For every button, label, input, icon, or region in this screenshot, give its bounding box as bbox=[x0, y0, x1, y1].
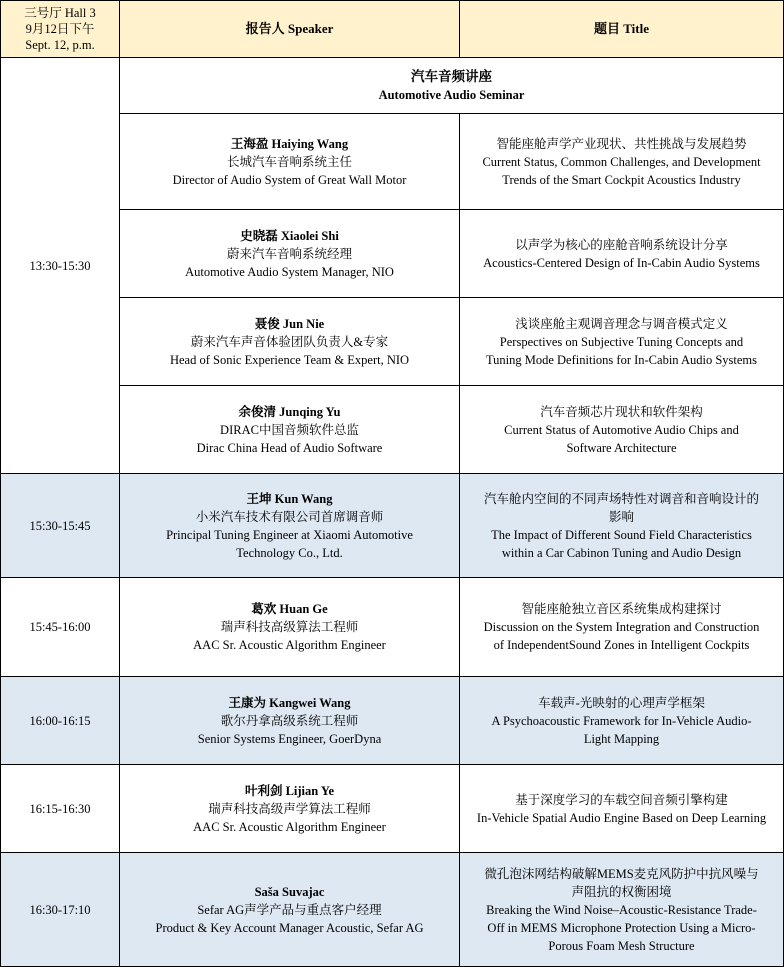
speaker-role-en: Senior Systems Engineer, GoerDyna bbox=[197, 731, 382, 746]
hall-name: 三号厅 Hall 3 bbox=[24, 6, 96, 20]
speaker-role-cn: 蔚来汽车音响系统经理 bbox=[226, 246, 352, 261]
speaker-role-en: Principal Tuning Engineer at Xiaomi Automotive bbox=[166, 527, 413, 542]
time-cell: 16:15-16:30 bbox=[1, 765, 120, 853]
hall-date-cell bbox=[1, 1, 120, 58]
speaker-role-cn: 歌尔丹拿高级系统工程师 bbox=[220, 713, 359, 728]
talk-title-en: The Impact of Different Sound Field Characteristics bbox=[491, 527, 752, 542]
speaker-name: 葛欢 Huan Ge bbox=[251, 602, 328, 616]
talk-title-en: Perspectives on Subjective Tuning Concepts and bbox=[499, 334, 744, 349]
speaker-role-cn: 小米汽车技术有限公司首席调音师 bbox=[195, 509, 384, 524]
talk-title-en: Acoustics-Centered Design of In-Cabin Audio Systems bbox=[483, 255, 760, 270]
seminar-title-en: Automotive Audio Seminar bbox=[378, 87, 525, 102]
speaker-role-cn: 长城汽车音响系统主任 bbox=[226, 154, 352, 169]
talk-title-cn: 影响 bbox=[608, 509, 634, 524]
talk-title-cn: 车载声-光映射的心理声学框架 bbox=[538, 695, 705, 710]
talk-title-en: Trends of the Smart Cockpit Acoustics Industry bbox=[502, 172, 741, 187]
table-row bbox=[1, 474, 784, 578]
title-cell bbox=[460, 853, 784, 967]
speaker-role-cn: 瑞声科技高级算法工程师 bbox=[220, 620, 359, 634]
speaker-name: 聂俊 Jun Nie bbox=[254, 316, 325, 331]
speaker-role-cn: 瑞声科技高级声学算法工程师 bbox=[208, 801, 371, 816]
time-cell: 15:45-16:00 bbox=[1, 578, 120, 677]
talk-title-en: Light Mapping bbox=[583, 731, 660, 746]
seminar-title-cn: 汽车音频讲座 bbox=[411, 68, 492, 84]
speaker-cell bbox=[120, 853, 460, 967]
table-row bbox=[1, 765, 784, 853]
speaker-cell bbox=[120, 765, 460, 853]
seminar-title-row bbox=[1, 58, 784, 114]
speaker-role-en: Technology Co., Ltd. bbox=[236, 545, 343, 560]
talk-title-cn: 智能座舱独立音区系统集成构建探讨 bbox=[521, 602, 722, 616]
speaker-name: 王坤 Kun Wang bbox=[246, 491, 333, 506]
speaker-name: 王康为 Kangwei Wang bbox=[228, 695, 351, 710]
speaker-role-en: AAC Sr. Acoustic Algorithm Engineer bbox=[193, 638, 386, 652]
speaker-cell bbox=[120, 298, 460, 386]
talk-title-en: Porous Foam Mesh Structure bbox=[548, 938, 695, 953]
table-row bbox=[1, 677, 784, 765]
title-cell bbox=[460, 474, 784, 578]
title-cell bbox=[460, 677, 784, 765]
talk-title-en: Current Status of Automotive Audio Chips and bbox=[504, 422, 739, 437]
time-cell: 16:30-17:10 bbox=[1, 853, 120, 967]
talk-title-en: Software Architecture bbox=[566, 440, 677, 455]
time-cell: 13:30-15:30 bbox=[1, 58, 120, 474]
talk-title-cn: 汽车音频芯片现状和软件架构 bbox=[540, 404, 703, 419]
title-cell bbox=[460, 765, 784, 853]
speaker-name: Saša Suvajac bbox=[254, 884, 325, 899]
time-cell: 16:00-16:15 bbox=[1, 677, 120, 765]
talk-title-en: In-Vehicle Spatial Audio Engine Based on Deep Learning bbox=[476, 810, 767, 825]
table-row bbox=[1, 578, 784, 677]
talk-title-cn: 微孔泡沫网结构破解MEMS麦克风防护中抗风噪与 bbox=[484, 866, 759, 881]
table-row bbox=[1, 853, 784, 967]
speaker-column-header: 报告人 Speaker bbox=[120, 1, 460, 58]
header-row bbox=[1, 1, 784, 58]
speaker-role-cn: 蔚来汽车声音体验团队负责人&专家 bbox=[190, 334, 389, 349]
speaker-cell bbox=[120, 578, 460, 677]
title-cell bbox=[460, 386, 784, 474]
speaker-name: 余俊清 Junqing Yu bbox=[238, 404, 341, 419]
speaker-cell bbox=[120, 210, 460, 298]
speaker-name: 史晓磊 Xiaolei Shi bbox=[240, 228, 339, 243]
talk-title-cn: 智能座舱声学产业现状、共性挑战与发展趋势 bbox=[496, 136, 747, 151]
talk-title-cn: 声阻抗的权衡困境 bbox=[571, 884, 672, 899]
talk-title-cn: 基于深度学习的车载空间音频引擎构建 bbox=[515, 792, 728, 807]
speaker-role-en: Dirac China Head of Audio Software bbox=[196, 440, 383, 455]
seminar-title-cell bbox=[120, 58, 784, 114]
speaker-cell bbox=[120, 474, 460, 578]
session-date-cn: 9月12日下午 bbox=[25, 22, 95, 36]
speaker-cell bbox=[120, 677, 460, 765]
speaker-role-cn: Sefar AG声学产品与重点客户经理 bbox=[197, 902, 382, 917]
talk-title-cn: 浅谈座舱主观调音理念与调音模式定义 bbox=[515, 316, 728, 331]
speaker-role-en: Director of Audio System of Great Wall Motor bbox=[172, 172, 407, 187]
talk-title-en: within a Car Cabinon Tuning and Audio Design bbox=[501, 545, 742, 560]
speaker-role-en: Product & Key Account Manager Acoustic, Sefar AG bbox=[155, 920, 424, 935]
title-cell bbox=[460, 578, 784, 677]
talk-title-en: Current Status, Common Challenges, and Development bbox=[482, 154, 761, 169]
title-cell bbox=[460, 210, 784, 298]
speaker-name: 王海盈 Haiying Wang bbox=[230, 136, 349, 151]
speaker-role-cn: DIRAC中国音频软件总监 bbox=[220, 422, 359, 437]
talk-title-cn: 以声学为核心的座舱音响系统设计分享 bbox=[515, 237, 728, 252]
talk-title-en: of IndependentSound Zones in Intelligent Cockpits bbox=[493, 638, 750, 652]
speaker-role-en: Head of Sonic Experience Team & Expert, NIO bbox=[169, 352, 410, 367]
title-cell bbox=[460, 298, 784, 386]
time-cell: 15:30-15:45 bbox=[1, 474, 120, 578]
speaker-cell bbox=[120, 386, 460, 474]
title-column-header: 题目 Title bbox=[460, 1, 784, 58]
talk-title-cn: 汽车舱内空间的不同声场特性对调音和音响设计的 bbox=[483, 491, 759, 506]
talk-title-en: Off in MEMS Microphone Protection Using a Micro- bbox=[487, 920, 756, 935]
speaker-name: 叶利剑 Lijian Ye bbox=[244, 783, 335, 798]
title-cell bbox=[460, 114, 784, 210]
talk-title-en: Discussion on the System Integration and Construction bbox=[483, 620, 760, 634]
session-date-en: Sept. 12, p.m. bbox=[25, 38, 95, 52]
speaker-cell bbox=[120, 114, 460, 210]
talk-title-en: Tuning Mode Definitions for In-Cabin Audio Systems bbox=[485, 352, 758, 367]
speaker-role-en: Automotive Audio System Manager, NIO bbox=[185, 264, 394, 279]
speaker-role-en: AAC Sr. Acoustic Algorithm Engineer bbox=[193, 819, 386, 834]
talk-title-en: Breaking the Wind Noise–Acoustic-Resistance Trade- bbox=[486, 902, 757, 917]
talk-title-en: A Psychoacoustic Framework for In-Vehicle Audio- bbox=[491, 713, 752, 728]
